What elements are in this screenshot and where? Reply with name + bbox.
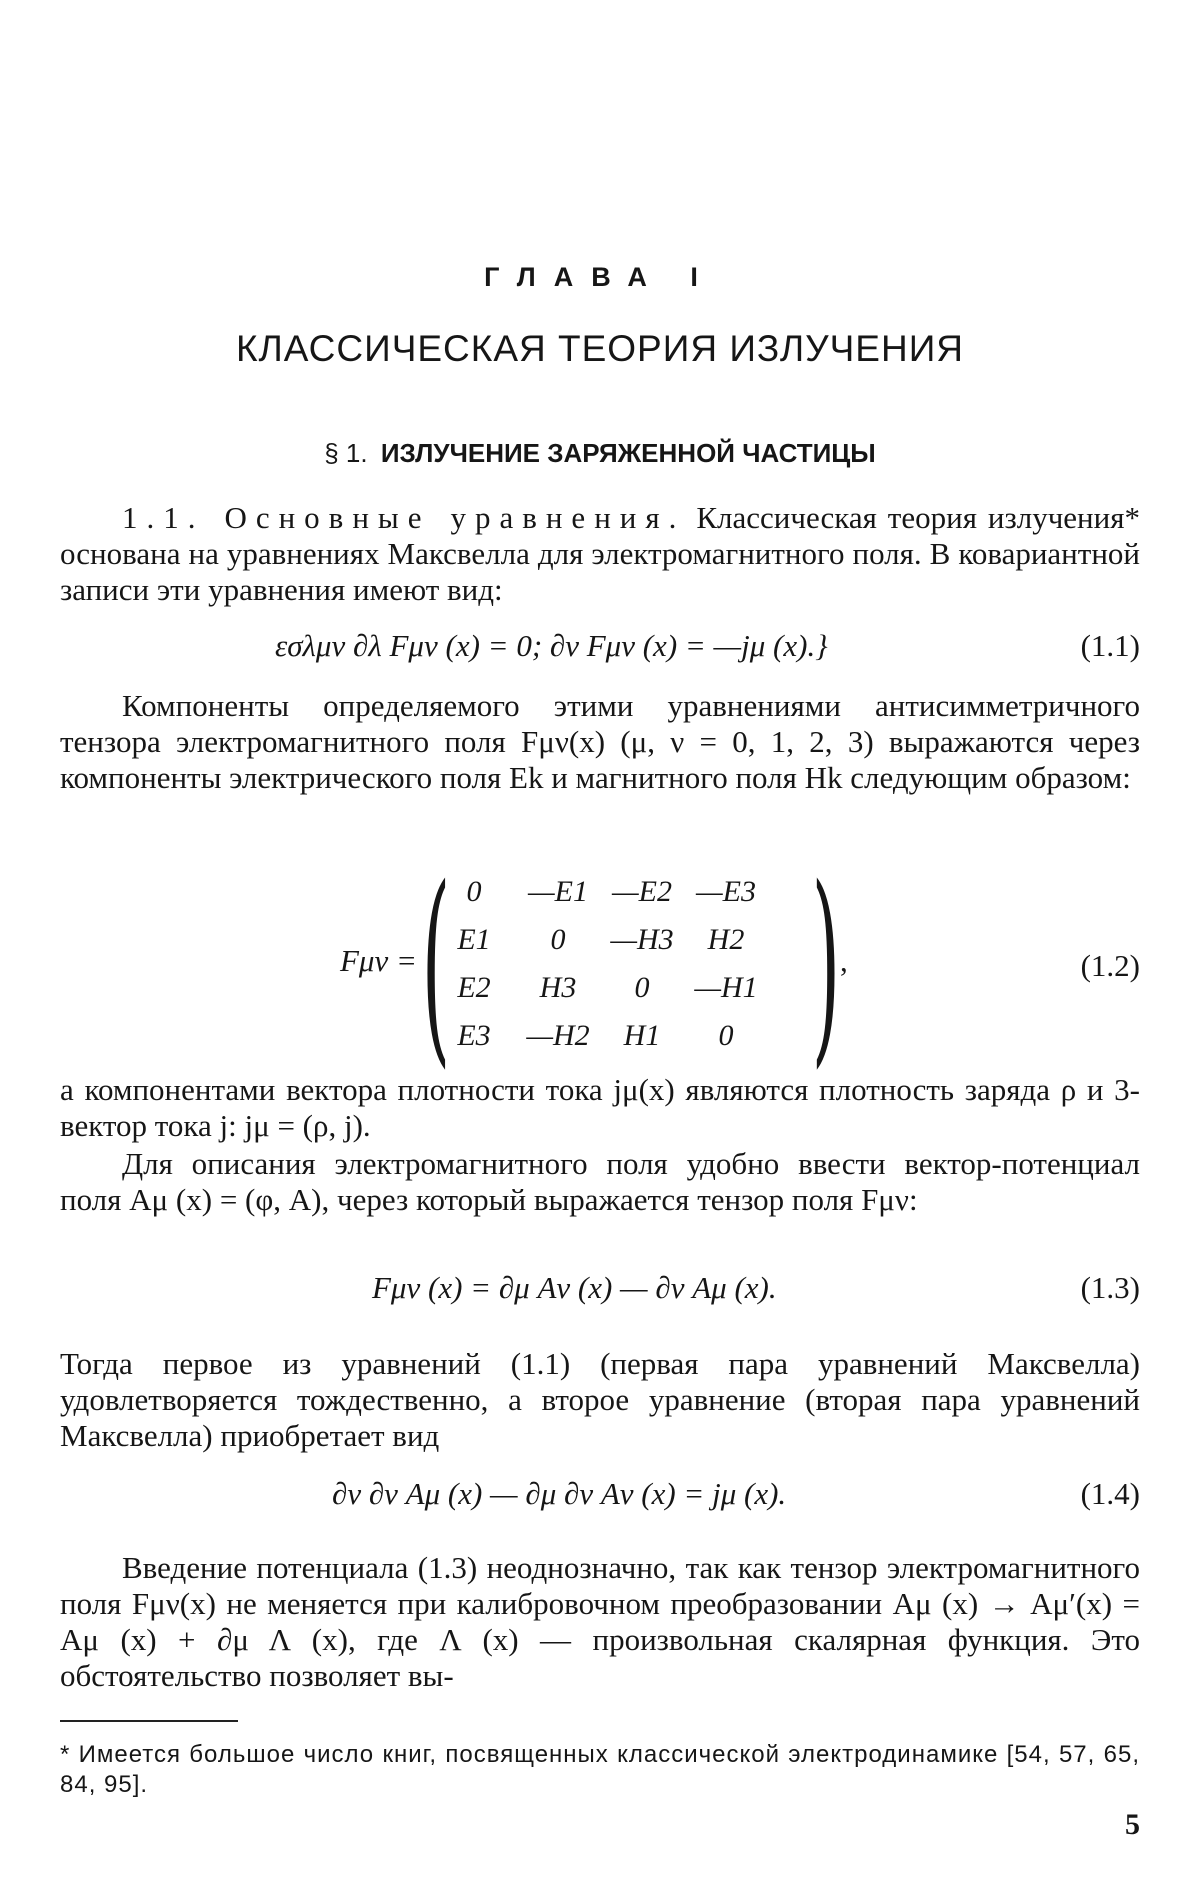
equation-number: (1.3) bbox=[1080, 1270, 1140, 1305]
matrix-lhs: Fμν = bbox=[340, 943, 417, 978]
matrix-cell: —H3 bbox=[610, 923, 674, 956]
equation-body: εσλμν ∂λ Fμν (x) = 0; ∂ν Fμν (x) = —jμ (x).} bbox=[275, 628, 828, 663]
paragraph-1-text: Классическая теория излучения* основана на уравнениях Максвелла для электромагнитного поля. В ковариантной записи эти уравнения имеют вид: bbox=[60, 500, 1140, 607]
page-number: 5 bbox=[1125, 1808, 1140, 1841]
paragraph-4-text: Для описания электромагнитного поля удобно ввести вектор-потенциал поля Aμ (x) = (φ, A), через который выражается тензор поля Fμν: bbox=[60, 1146, 1140, 1217]
paragraph-3-text: а компонентами вектора плотности тока jμ(x) являются плотность заряда ρ и 3-вектор тока j: jμ = (ρ, j). bbox=[60, 1072, 1140, 1143]
matrix-cell: E3 bbox=[457, 1019, 491, 1052]
matrix-cell: —H1 bbox=[694, 971, 758, 1004]
right-paren: ) bbox=[811, 842, 841, 1087]
paragraph-1 bbox=[60, 500, 1140, 608]
equation-1-2 bbox=[340, 842, 880, 1087]
matrix-row bbox=[432, 916, 768, 964]
equation-number: (1.2) bbox=[1080, 948, 1140, 983]
matrix-cell: E2 bbox=[457, 971, 491, 1004]
equation-1-1 bbox=[60, 628, 1140, 668]
matrix-cell: —E2 bbox=[612, 875, 672, 908]
matrix-cell: E1 bbox=[457, 923, 491, 956]
equation-1-4 bbox=[60, 1476, 1140, 1516]
paragraph-5 bbox=[60, 1346, 1140, 1454]
paragraph-3 bbox=[60, 1072, 1140, 1144]
matrix-cell: H3 bbox=[539, 971, 577, 1004]
matrix-cell: —E3 bbox=[696, 875, 756, 908]
matrix-cell: 0 bbox=[634, 971, 650, 1004]
matrix-cell: —H2 bbox=[526, 1019, 590, 1052]
matrix-cell: 0 bbox=[550, 923, 566, 956]
paragraph-6 bbox=[60, 1550, 1140, 1694]
matrix-row bbox=[432, 868, 768, 916]
paragraph-4 bbox=[60, 1146, 1140, 1218]
matrix-comma: , bbox=[840, 943, 848, 978]
matrix-cell: H1 bbox=[623, 1019, 661, 1052]
chapter-label: ГЛАВА I bbox=[484, 262, 716, 292]
matrix-cell: —E1 bbox=[528, 875, 588, 908]
matrix-cell: H2 bbox=[707, 923, 745, 956]
field-tensor-matrix bbox=[432, 868, 768, 1060]
section-number: § 1. bbox=[324, 438, 368, 468]
paragraph-2 bbox=[60, 688, 1140, 796]
paragraph-5-text: Тогда первое из уравнений (1.1) (первая пара уравнений Максвелла) удовлетворяется тождественно, а второе уравнение (вторая пара уравнений Максвелла) приобретает вид bbox=[60, 1346, 1140, 1453]
matrix-row bbox=[432, 1012, 768, 1060]
left-paren: ( bbox=[421, 842, 451, 1087]
footnote: * Имеется большое число книг, посвященных классической электродинамике [54, 57, 65, 84, 95]. bbox=[60, 1741, 1140, 1798]
paragraph-6-text: Введение потенциала (1.3) неоднозначно, так как тензор электромагнитного поля Fμν(x) не меняется при калибровочном преобразовании Aμ (x) → Aμ′(x) = Aμ (x) + ∂μ Λ (x), где Λ (x) — произвольная скалярная функция. Это обстоятельство позволяет вы- bbox=[60, 1550, 1140, 1693]
subsection-heading: 1.1. Основные уравнения. bbox=[122, 500, 686, 535]
matrix-cell: 0 bbox=[466, 875, 482, 908]
matrix-cell: 0 bbox=[718, 1019, 734, 1052]
equation-number: (1.4) bbox=[1080, 1476, 1140, 1511]
matrix-row bbox=[432, 964, 768, 1012]
section-heading bbox=[0, 438, 1200, 469]
footnote-rule bbox=[60, 1720, 238, 1722]
equation-1-3 bbox=[60, 1270, 1140, 1310]
section-title: ИЗЛУЧЕНИЕ ЗАРЯЖЕННОЙ ЧАСТИЦЫ bbox=[380, 438, 876, 468]
equation-body: Fμν (x) = ∂μ Aν (x) — ∂ν Aμ (x). bbox=[372, 1270, 777, 1305]
chapter-title: КЛАССИЧЕСКАЯ ТЕОРИЯ ИЗЛУЧЕНИЯ bbox=[235, 328, 965, 369]
paragraph-2-text: Компоненты определяемого этими уравнениями антисимметричного тензора электромагнитного поля Fμν(x) (μ, ν = 0, 1, 2, 3) выражаются через компоненты электрического поля Ek и магнитного поля Hk следующим образом: bbox=[60, 688, 1140, 795]
equation-body: ∂ν ∂ν Aμ (x) — ∂μ ∂ν Aν (x) = jμ (x). bbox=[332, 1476, 787, 1511]
equation-number: (1.1) bbox=[1080, 628, 1140, 663]
